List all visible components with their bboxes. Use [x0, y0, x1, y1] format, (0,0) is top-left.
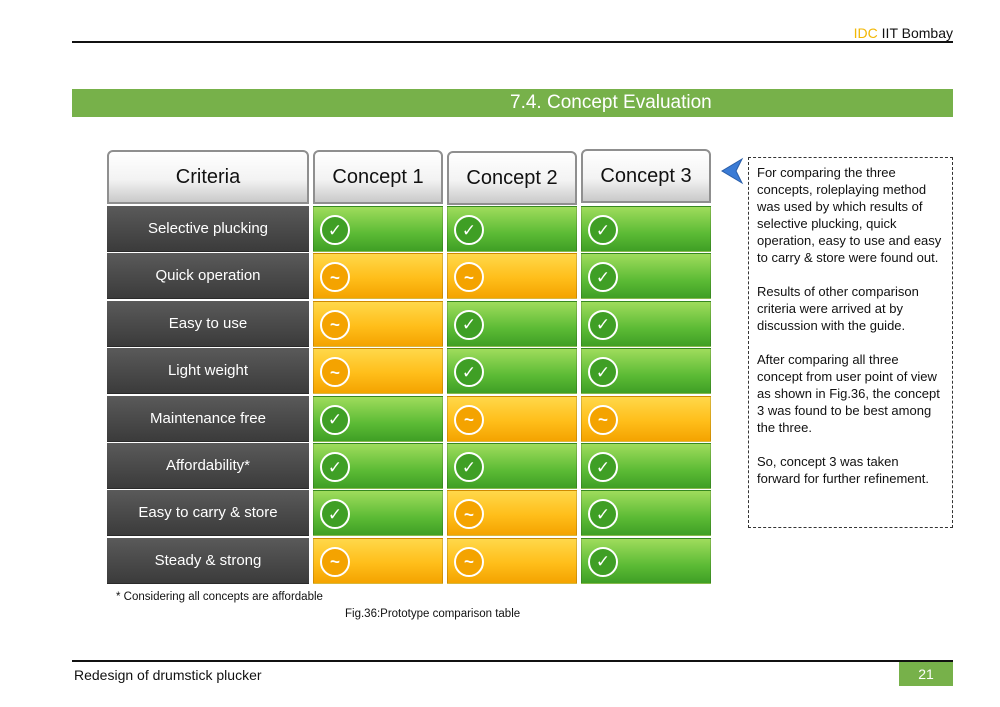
rating-cell-concept-3 — [581, 443, 711, 489]
rating-cell-concept-3 — [581, 396, 711, 442]
check-mark-icon: ✓ — [454, 310, 484, 340]
tilde-icon: ~ — [320, 262, 350, 292]
rating-cell-concept-1 — [313, 490, 443, 536]
check-mark-icon: ✓ — [454, 452, 484, 482]
check-mark-icon: ✓ — [588, 357, 618, 387]
rating-cell-concept-2 — [447, 206, 577, 252]
check-mark-icon: ✓ — [320, 215, 350, 245]
footnote: * Considering all concepts are affordable — [116, 591, 323, 603]
rating-cell-concept-1 — [313, 396, 443, 442]
figure-caption: Fig.36:Prototype comparison table — [345, 608, 521, 620]
criterion-label: Selective plucking — [107, 206, 309, 252]
note-paragraph: So, concept 3 was taken forward for further refinement. — [757, 454, 929, 486]
rating-cell-concept-1 — [313, 253, 443, 299]
tilde-icon: ~ — [454, 547, 484, 577]
check-mark-icon: ✓ — [588, 499, 618, 529]
rating-cell-concept-2 — [447, 253, 577, 299]
rating-cell-concept-2 — [447, 348, 577, 394]
rating-cell-concept-3 — [581, 538, 711, 584]
tilde-icon: ~ — [320, 357, 350, 387]
header-concept-2: Concept 2 — [447, 151, 577, 205]
header-brand — [854, 25, 953, 41]
tilde-icon: ~ — [588, 405, 618, 435]
rating-cell-concept-2 — [447, 490, 577, 536]
note-box — [748, 157, 953, 528]
rating-cell-concept-1 — [313, 206, 443, 252]
brand-accent: IDC — [853, 25, 878, 41]
footer-divider — [72, 660, 953, 662]
tilde-icon: ~ — [454, 405, 484, 435]
note-paragraph: For comparing the three concepts, roleplaying method was used by which results of selective plucking, quick operation, easy to use and easy to carry & store were found out. — [757, 165, 942, 265]
check-mark-icon: ✓ — [588, 547, 618, 577]
rating-cell-concept-1 — [313, 538, 443, 584]
criterion-label: Maintenance free — [107, 396, 309, 442]
rating-cell-concept-1 — [313, 301, 443, 347]
pointer-arrow-icon — [718, 157, 746, 185]
tilde-icon: ~ — [454, 499, 484, 529]
rating-cell-concept-2 — [447, 396, 577, 442]
page-number: 21 — [899, 662, 953, 686]
check-mark-icon: ✓ — [588, 310, 618, 340]
check-mark-icon: ✓ — [454, 215, 484, 245]
header-divider — [72, 41, 953, 43]
criterion-label: Easy to use — [107, 301, 309, 347]
check-mark-icon: ✓ — [454, 357, 484, 387]
rating-cell-concept-3 — [581, 490, 711, 536]
rating-cell-concept-3 — [581, 301, 711, 347]
check-mark-icon: ✓ — [320, 499, 350, 529]
brand-name: IIT Bombay — [881, 25, 953, 41]
rating-cell-concept-3 — [581, 206, 711, 252]
rating-cell-concept-1 — [313, 348, 443, 394]
criterion-label: Quick operation — [107, 253, 309, 299]
section-title: 7.4. Concept Evaluation — [510, 92, 712, 113]
criterion-label: Light weight — [107, 348, 309, 394]
note-paragraph: After comparing all three concept from user point of view as shown in Fig.36, the concept 3 was found to be best among the three. — [757, 352, 940, 435]
section-bar — [72, 89, 953, 117]
criterion-label: Easy to carry & store — [107, 490, 309, 536]
header-concept-1: Concept 1 — [313, 150, 443, 204]
criterion-label: Steady & strong — [107, 538, 309, 584]
header-concept-3: Concept 3 — [581, 149, 711, 203]
rating-cell-concept-2 — [447, 538, 577, 584]
check-mark-icon: ✓ — [588, 452, 618, 482]
criterion-label: Affordability* — [107, 443, 309, 489]
check-mark-icon: ✓ — [588, 262, 618, 292]
rating-cell-concept-2 — [447, 301, 577, 347]
rating-cell-concept-3 — [581, 348, 711, 394]
check-mark-icon: ✓ — [588, 215, 618, 245]
tilde-icon: ~ — [320, 547, 350, 577]
header-criteria: Criteria — [107, 150, 309, 204]
note-paragraph: Results of other comparison criteria were arrived at by discussion with the guide. — [757, 284, 919, 333]
tilde-icon: ~ — [320, 310, 350, 340]
rating-cell-concept-2 — [447, 443, 577, 489]
tilde-icon: ~ — [454, 262, 484, 292]
rating-cell-concept-3 — [581, 253, 711, 299]
footer-title: Redesign of drumstick plucker — [74, 667, 262, 683]
check-mark-icon: ✓ — [320, 405, 350, 435]
rating-cell-concept-1 — [313, 443, 443, 489]
check-mark-icon: ✓ — [320, 452, 350, 482]
